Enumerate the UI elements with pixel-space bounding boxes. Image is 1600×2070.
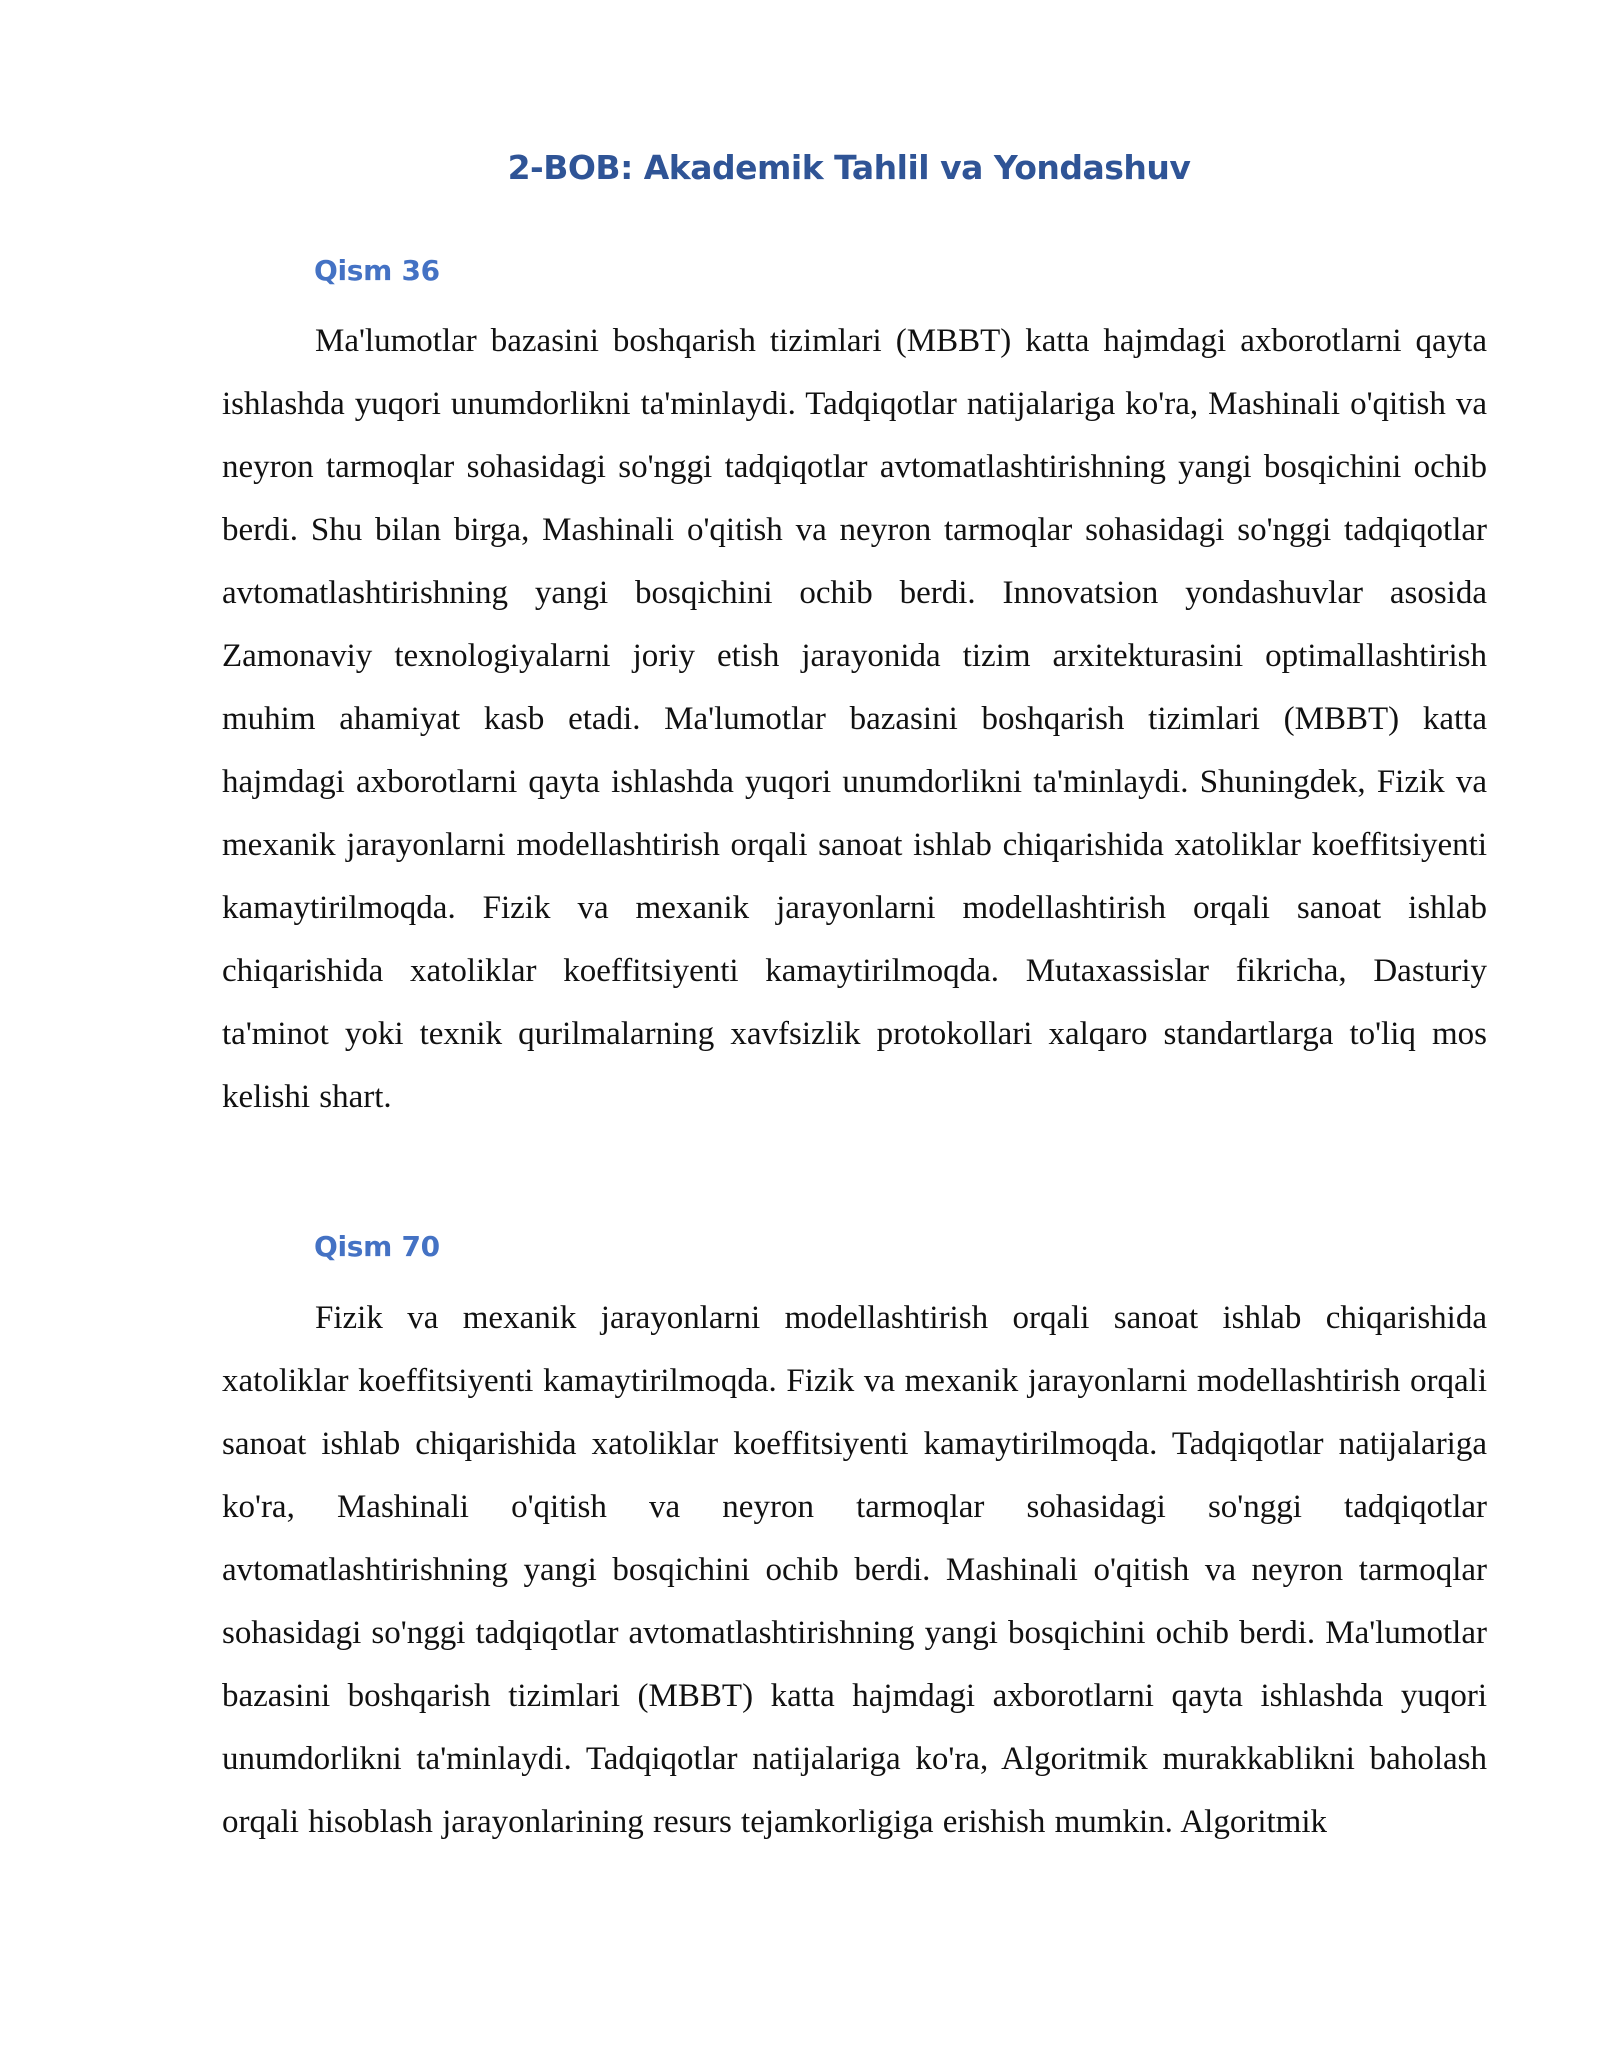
chapter-title: 2-BOB: Akademik Tahlil va Yondashuv (507, 148, 1191, 187)
section-heading-qism-70: Qism 70 (314, 1230, 440, 1263)
section-heading-qism-36: Qism 36 (314, 254, 440, 287)
section-paragraph-qism-36: Ma'lumotlar bazasini boshqarish tizimlari (MBBT) katta hajmdagi axborotlarni qayta ishlashda yuqori unumdorlikni ta'minlaydi. Tadqiqotlar natijalariga ko'ra, Mashinali o'qitish va neyron tarmoqlar sohasidagi so'nggi tadqiqotlar avtomatlashtirishning yangi bosqichini ochib berdi. Shu bilan birga, Mashinali o'qitish va neyron tarmoqlar sohasidagi so'nggi tadqiqotlar avtomatlashtirishning yangi bosqichini ochib berdi. Innovatsion yondashuvlar asosida Zamonaviy texnologiyalarni joriy etish jarayonida tizim arxitekturasini optimallashtirish muhim ahamiyat kasb etadi. Ma'lumotlar bazasini boshqarish tizimlari (MBBT) katta hajmdagi axborotlarni qayta ishlashda yuqori unumdorlikni ta'minlaydi. Shuningdek, Fizik va mexanik jarayonlarni modellashtirish orqali sanoat ishlab chiqarishida xatoliklar koeffitsiyenti kamaytirilmoqda. Fizik va mexanik jarayonlarni modellashtirish orqali sanoat ishlab chiqarishida xatoliklar koeffitsiyenti kamaytirilmoqda. Mutaxassislar fikricha, Dasturiy ta'minot yoki texnik qurilmalarning xavfsizlik protokollari xalqaro standartlarga to'liq mos kelishi shart. (222, 323, 1487, 1115)
section-paragraph-qism-70: Fizik va mexanik jarayonlarni modellashtirish orqali sanoat ishlab chiqarishida xatoliklar koeffitsiyenti kamaytirilmoqda. Fizik va mexanik jarayonlarni modellashtirish orqali sanoat ishlab chiqarishida xatoliklar koeffitsiyenti kamaytirilmoqda. Tadqiqotlar natijalariga ko'ra, Mashinali o'qitish va neyron tarmoqlar sohasidagi so'nggi tadqiqotlar avtomatlashtirishning yangi bosqichini ochib berdi. Mashinali o'qitish va neyron tarmoqlar sohasidagi so'nggi tadqiqotlar avtomatlashtirishning yangi bosqichini ochib berdi. Ma'lumotlar bazasini boshqarish tizimlari (MBBT) katta hajmdagi axborotlarni qayta ishlashda yuqori unumdorlikni ta'minlaydi. Tadqiqotlar natijalariga ko'ra, Algoritmik murakkablikni baholash orqali hisoblash jarayonlarining resurs tejamkorligiga erishish mumkin. Algoritmik (222, 1300, 1487, 1840)
